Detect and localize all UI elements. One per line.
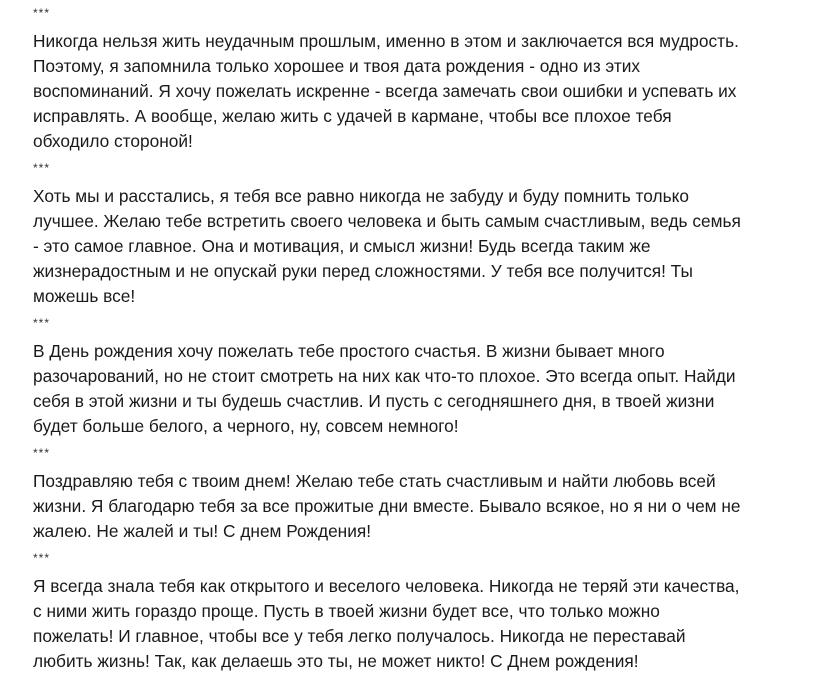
text-line: Я всегда знала тебя как открытого и веселого человека. Никогда не теряй эти качества, <box>33 576 740 596</box>
section-separator: *** <box>33 6 51 20</box>
greeting-section-5 <box>33 550 816 674</box>
text-line: - это самое главное. Она и мотивация, и смысл жизни! Будь всегда таким же <box>33 236 651 256</box>
text-line: разочарований, но не стоит смотреть на них как что-то плохое. Это всегда опыт. Найди <box>33 366 736 386</box>
section-separator: *** <box>33 551 51 565</box>
text-line: воспоминаний. Я хочу пожелать искренне - всегда замечать свои ошибки и успевать их <box>33 81 737 101</box>
greeting-paragraph <box>33 574 816 674</box>
text-line: лучшее. Желаю тебе встретить своего человека и быть самым счастливым, ведь семья <box>33 211 741 231</box>
greeting-section-3 <box>33 315 816 439</box>
greeting-paragraph <box>33 469 816 544</box>
greeting-section-2 <box>33 160 816 309</box>
text-line: жалею. Не жалей и ты! С днем Рождения! <box>33 521 372 541</box>
text-line: будет больше белого, а черного, ну, совсем немного! <box>33 416 459 436</box>
section-separator: *** <box>33 446 51 460</box>
text-line: любить жизнь! Так, как делаешь это ты, не может никто! С Днем рождения! <box>33 651 639 671</box>
greeting-paragraph <box>33 184 816 309</box>
greetings-document <box>0 5 824 671</box>
text-line: обходило стороной! <box>33 131 193 151</box>
greeting-paragraph <box>33 29 816 154</box>
text-line: Никогда нельзя жить неудачным прошлым, именно в этом и заключается вся мудрость. <box>33 31 739 51</box>
greeting-section-4 <box>33 445 816 544</box>
greeting-paragraph <box>33 339 816 439</box>
greeting-section-1 <box>33 5 816 154</box>
section-separator: *** <box>33 161 51 175</box>
text-line: Хоть мы и расстались, я тебя все равно никогда не забуду и буду помнить только <box>33 186 689 206</box>
text-line: Поздравляю тебя с твоим днем! Желаю тебе стать счастливым и найти любовь всей <box>33 471 716 491</box>
text-line: с ними жить гораздо проще. Пусть в твоей жизни будет все, что только можно <box>33 601 660 621</box>
text-line: себя в этой жизни и ты будешь счастлив. И пусть с сегодняшнего дня, в твоей жизни <box>33 391 715 411</box>
text-line: жизни. Я благодарю тебя за все прожитые дни вместе. Бывало всякое, но я ни о чем не <box>33 496 741 516</box>
text-line: Поэтому, я запомнила только хорошее и твоя дата рождения - одно из этих <box>33 56 641 76</box>
section-separator: *** <box>33 316 51 330</box>
text-line: жизнерадостным и не опускай руки перед сложностями. У тебя все получится! Ты <box>33 261 693 281</box>
text-line: можешь все! <box>33 286 136 306</box>
text-line: В День рождения хочу пожелать тебе простого счастья. В жизни бывает много <box>33 341 665 361</box>
text-line: пожелать! И главное, чтобы все у тебя легко получалось. Никогда не переставай <box>33 626 686 646</box>
text-line: исправлять. А вообще, желаю жить с удачей в кармане, чтобы все плохое тебя <box>33 106 672 126</box>
